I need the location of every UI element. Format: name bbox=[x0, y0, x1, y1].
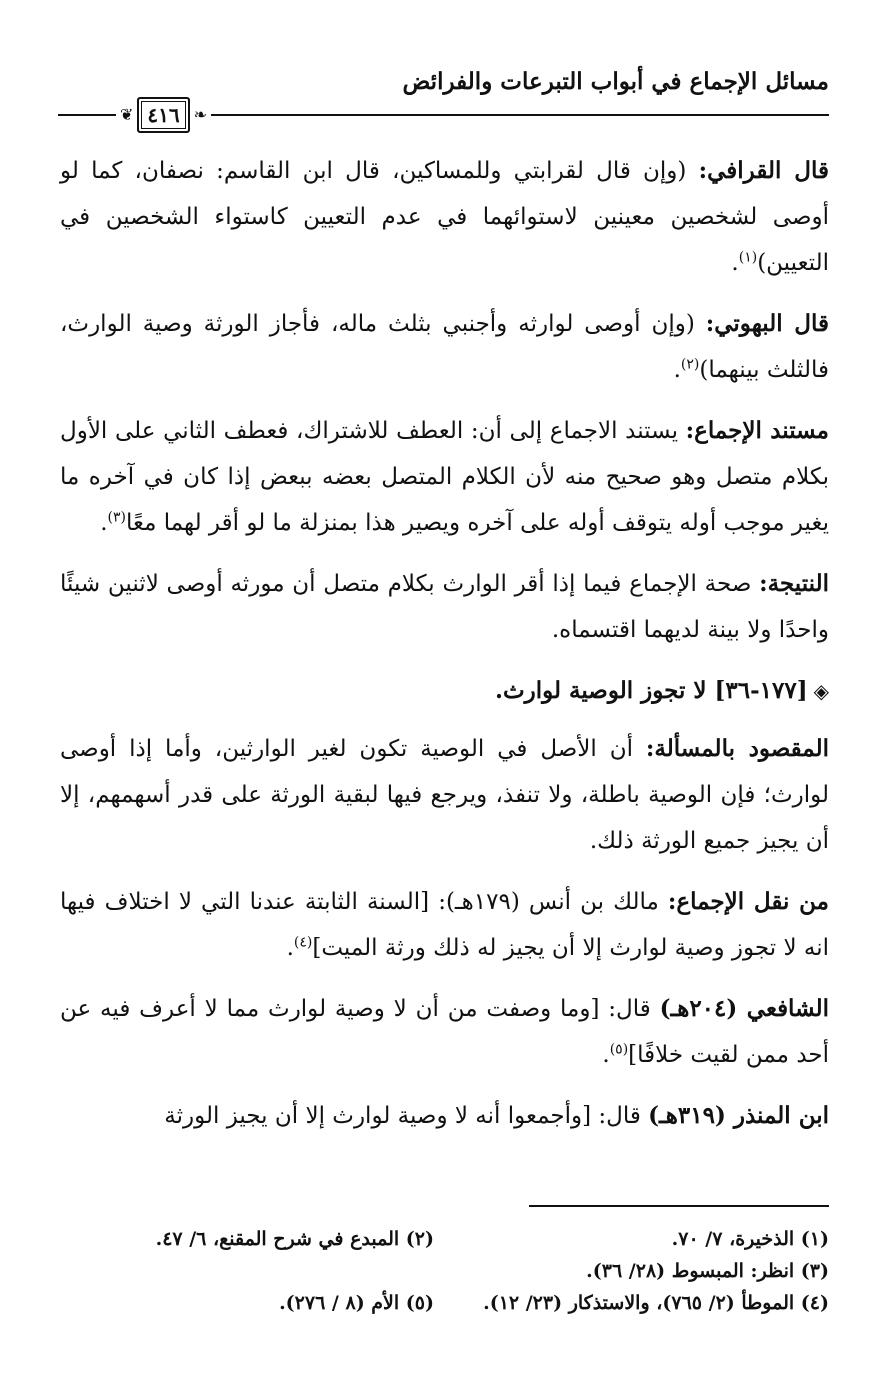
paragraph-text: قال: [وأجمعوا أنه لا وصية لوارث إلا أن يجيز الورثة bbox=[164, 1103, 649, 1129]
footnote-row bbox=[60, 1223, 829, 1255]
footnotes bbox=[60, 1205, 829, 1319]
page-number-frame bbox=[116, 97, 211, 133]
paragraph-text: صحة الإجماع فيما إذا أقر الوارث بكلام متصل أن مورثه أوصى لاثنين شيئًا واحدًا ولا بينة لديهما اقتسماه. bbox=[60, 571, 829, 643]
running-title: مسائل الإجماع في أبواب التبرعات والفرائض bbox=[402, 68, 829, 95]
paragraph-lead: مستند الإجماع: bbox=[685, 417, 829, 444]
paragraph-lead: ابن المنذر (٣١٩هـ) bbox=[648, 1102, 829, 1129]
section-heading-text: [١٧٧-٣٦] لا تجوز الوصية لوارث. bbox=[494, 677, 808, 704]
paragraph-text: (وإن قال لقرابتي وللمساكين، قال ابن القاسم: نصفان، كما لو أوصى لشخصين معينين لاستوائهما في عدم التعيين كاستواء الشخصين في التعيين) bbox=[60, 158, 829, 276]
footnote-rule bbox=[529, 1205, 829, 1207]
paragraph-lead: الشافعي (٢٠٤هـ) bbox=[659, 995, 829, 1022]
paragraph-tail: . bbox=[286, 935, 294, 961]
paragraph bbox=[60, 986, 829, 1078]
paragraph-lead: المقصود بالمسألة: bbox=[645, 735, 829, 762]
paragraph bbox=[60, 408, 829, 546]
paragraph bbox=[60, 301, 829, 393]
paragraph-lead: قال القرافي: bbox=[698, 157, 829, 184]
paragraph bbox=[60, 148, 829, 286]
footnote-row bbox=[60, 1287, 829, 1319]
paragraph bbox=[60, 879, 829, 971]
ornament-right-icon: ❧ bbox=[193, 105, 208, 124]
paragraph-tail: . bbox=[673, 357, 681, 383]
footnote-row bbox=[60, 1255, 829, 1287]
paragraph-text: قال: [وما وصفت من أن لا وصية لوارث مما لا أعرف فيه عن أحد ممن لقيت خلافًا] bbox=[60, 996, 829, 1068]
footnote-3: (٣) انظر: المبسوط (٢٨/ ٣٦). bbox=[586, 1260, 829, 1282]
paragraph-text: يستند الاجماع إلى أن: العطف للاشتراك، فعطف الثاني على الأول بكلام متصل وهو صحيح منه لأن الكلام المتصل بعضه ببعض إذا كان في آخره ما يغير موجب أوله يتوقف أوله على آخره ويصير هذا بمنزلة ما لو أقر لهما معًا bbox=[60, 418, 829, 536]
main-text bbox=[60, 148, 829, 1154]
paragraph-tail: . bbox=[100, 510, 108, 536]
paragraph-text: (وإن أوصى لوارثه وأجنبي بثلث ماله، فأجاز الورثة وصية الوارث، فالثلث بينهما) bbox=[60, 311, 829, 383]
footnote-ref: (٤) bbox=[293, 934, 313, 951]
footnote-2: (٢) المبدع في شرح المقنع، ٦/ ٤٧. bbox=[155, 1228, 434, 1250]
paragraph bbox=[60, 561, 829, 653]
section-heading bbox=[60, 668, 829, 714]
page-number: ٤١٦ bbox=[137, 97, 189, 133]
paragraph bbox=[60, 726, 829, 864]
paragraph-tail: . bbox=[602, 1042, 610, 1068]
diamond-marker-icon: ◈ bbox=[813, 679, 829, 703]
footnote-ref: (٥) bbox=[609, 1041, 629, 1058]
footnote-4: (٤) الموطأ (٢/ ٧٦٥)، والاستذكار (٢٣/ ١٢). bbox=[483, 1292, 829, 1314]
footnote-ref: (٢) bbox=[680, 356, 700, 373]
footnote-5: (٥) الأم (٨ / ٢٧٦). bbox=[279, 1292, 434, 1314]
page-header bbox=[58, 62, 829, 132]
footnote-1: (١) الذخيرة، ٧/ ٧٠. bbox=[671, 1228, 829, 1250]
paragraph-text: مالك بن أنس (١٧٩هـ): [السنة الثابتة عندنا التي لا اختلاف فيها انه لا تجوز وصية لوارث إلا أن يجيز له ذلك ورثة الميت] bbox=[60, 889, 829, 961]
paragraph-lead: من نقل الإجماع: bbox=[667, 888, 829, 915]
ornament-left-icon: ❦ bbox=[120, 105, 134, 124]
footnote-ref: (٣) bbox=[107, 509, 126, 526]
footnote-ref: (١) bbox=[738, 249, 758, 266]
paragraph-text: أن الأصل في الوصية تكون لغير الوارثين، وأما إذا أوصى لوارث؛ فإن الوصية باطلة، ولا تنفذ، ويرجع فيها لبقية الورثة على قدر أسهمهم، إلا أن يجيز جميع الورثة ذلك. bbox=[60, 736, 829, 854]
paragraph-tail: . bbox=[731, 250, 739, 276]
paragraph-lead: قال البهوتي: bbox=[705, 310, 829, 337]
paragraph-lead: النتيجة: bbox=[759, 570, 829, 597]
paragraph bbox=[60, 1093, 829, 1139]
